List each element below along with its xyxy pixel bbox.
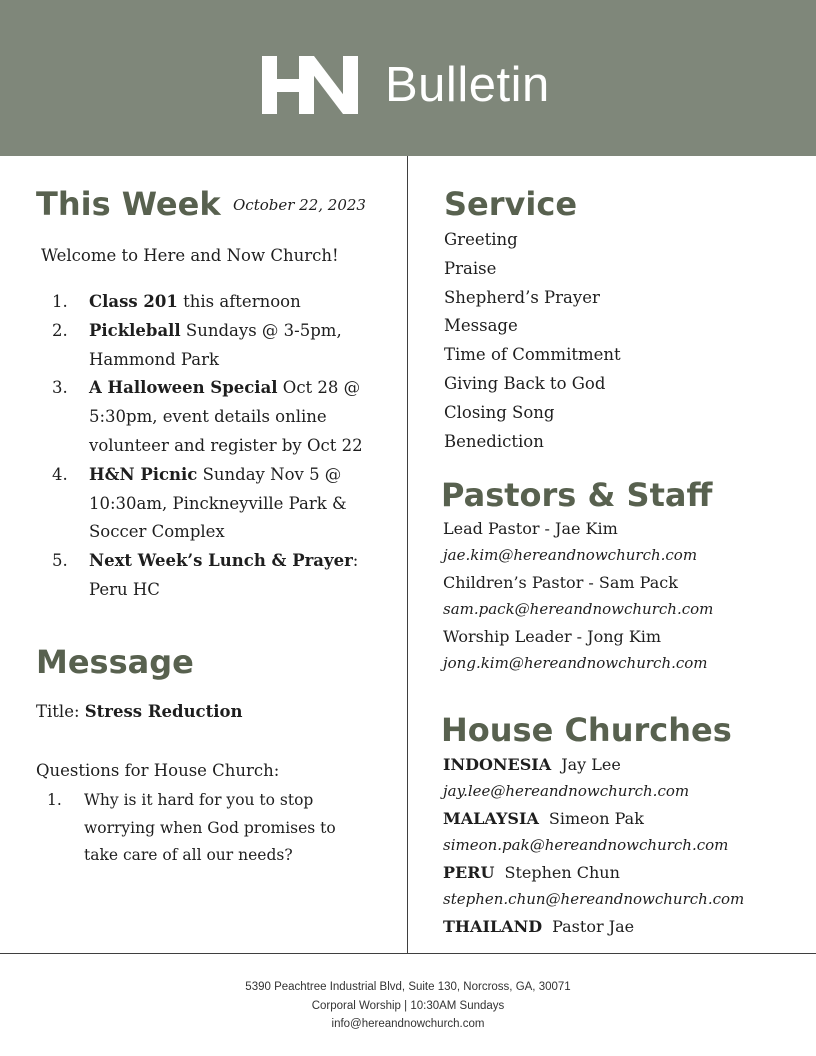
house-church-leader: Simeon Pak [548, 809, 644, 828]
item-number: 1. [52, 292, 68, 311]
service-item: Benediction [444, 431, 544, 451]
this-week-heading: This Week [36, 185, 221, 223]
item-number: 3. [52, 378, 68, 398]
house-church-email[interactable]: stephen.chun@hereandnowchurch.com [443, 890, 745, 908]
staff-role: Lead Pastor - Jae Kim [443, 519, 618, 538]
questions-list [36, 787, 356, 870]
item-highlight: Class 201 [89, 292, 178, 311]
footer-divider [0, 953, 816, 954]
header-banner [0, 0, 816, 156]
questions-label: Questions for House Church: [36, 761, 280, 780]
service-heading: Service [444, 185, 578, 223]
service-item: Praise [444, 258, 497, 278]
hn-logo [262, 56, 358, 114]
message-heading: Message [36, 643, 194, 681]
house-church-row [443, 913, 744, 940]
announcements-list [48, 288, 378, 605]
house-church-row [443, 805, 744, 832]
bulletin-title: Bulletin [385, 58, 550, 112]
house-church-email[interactable]: simeon.pak@hereandnowchurch.com [443, 836, 729, 854]
item-text: : Peru HC [89, 551, 359, 599]
service-item: Message [444, 316, 518, 336]
bulletin-date: October 22, 2023 [233, 196, 366, 214]
service-item: Time of Commitment [444, 345, 621, 365]
service-item: Greeting [444, 230, 518, 249]
house-church-country: MALAYSIA [443, 809, 539, 828]
service-order-list [444, 226, 621, 456]
item-number: 2. [52, 320, 68, 340]
message-title-value: Stress Reduction [84, 702, 243, 721]
house-church-row [443, 751, 744, 778]
staff-list [443, 515, 713, 677]
house-church-country: PERU [443, 863, 495, 882]
house-church-row [443, 859, 744, 886]
column-divider [407, 156, 408, 954]
house-church-country: INDONESIA [443, 755, 552, 774]
item-text: Sunday Nov 5 @ 10:30am, Pinckneyville Park & Soccer Complex [89, 464, 347, 542]
item-text: Oct 28 @ 5:30pm, event details online volunteer and register by Oct 22 [89, 378, 363, 455]
announcement-item [48, 547, 378, 605]
item-number: 5. [52, 551, 68, 571]
footer-email[interactable]: info@hereandnowchurch.com [331, 1018, 485, 1030]
announcement-item [48, 461, 378, 547]
item-text: this afternoon [177, 292, 301, 311]
staff-email[interactable]: jae.kim@hereandnowchurch.com [443, 546, 698, 564]
footer-worship-time: Corporal Worship | 10:30AM Sundays [311, 999, 505, 1012]
house-church-email[interactable]: jay.lee@hereandnowchurch.com [443, 782, 690, 800]
item-text: Sundays @ 3-5pm, Hammond Park [89, 320, 342, 369]
house-church-leader: Stephen Chun [504, 863, 620, 882]
item-highlight: H&N Picnic [89, 464, 198, 484]
house-church-leader: Pastor Jae [552, 917, 635, 936]
question-number: 1. [47, 791, 62, 809]
staff-email[interactable]: jong.kim@hereandnowchurch.com [443, 654, 708, 672]
staff-role: Worship Leader - Jong Kim [443, 627, 662, 646]
welcome-text: Welcome to Here and Now Church! [41, 246, 339, 265]
item-highlight: A Halloween Special [89, 378, 278, 398]
service-item: Shepherd’s Prayer [444, 287, 600, 307]
announcement-item [48, 288, 378, 317]
service-item: Giving Back to God [444, 373, 606, 393]
staff-heading: Pastors & Staff [441, 476, 713, 514]
house-churches-list [443, 751, 744, 940]
question-text: Why is it hard for you to stop worrying when God promises to take care of all our needs? [84, 791, 336, 864]
item-number: 4. [52, 464, 68, 484]
service-item: Closing Song [444, 402, 555, 422]
message-title [36, 701, 243, 723]
announcement-item [48, 374, 378, 460]
item-highlight: Pickleball [89, 320, 181, 340]
house-churches-heading: House Churches [441, 711, 732, 749]
house-church-country: THAILAND [443, 917, 543, 936]
message-title-label: Title: [36, 702, 85, 721]
staff-email[interactable]: sam.pack@hereandnowchurch.com [443, 600, 714, 618]
question-item [36, 787, 356, 870]
footer-address: 5390 Peachtree Industrial Blvd, Suite 130, Norcross, GA, 30071 [245, 981, 571, 993]
staff-role: Children’s Pastor - Sam Pack [443, 573, 678, 592]
item-highlight: Next Week’s Lunch & Prayer [89, 551, 353, 571]
house-church-leader: Jay Lee [561, 755, 621, 774]
footer [0, 978, 816, 1034]
announcement-item [48, 317, 378, 375]
